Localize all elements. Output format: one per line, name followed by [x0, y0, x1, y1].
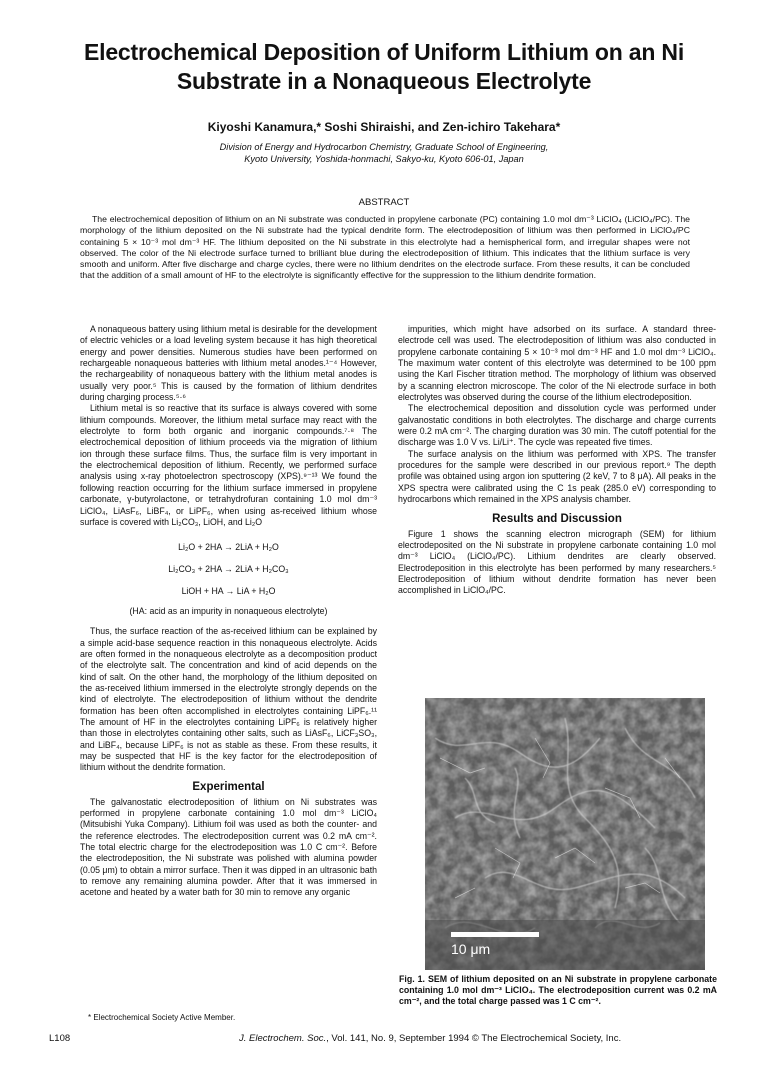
paper-title: Electrochemical Deposition of Uniform Lithium on an Ni Substrate in a Nonaqueous Electrolyte	[83, 39, 685, 94]
journal-citation	[239, 1033, 621, 1044]
affiliation-line-1: Division of Energy and Hydrocarbon Chemistry, Graduate School of Engineering,	[219, 142, 549, 152]
reaction-equations	[80, 536, 377, 620]
abstract-heading: ABSTRACT	[358, 197, 410, 208]
experimental-paragraph: The galvanostatic electrodeposition of lithium on Ni substrates was performed in propylene carbonate containing 1.0 mol dm⁻³ LiClO₄ (Mitsubishi Yuka Company). Lithium foil was used as both the counter- and the reference electrodes. The electrodeposition current was 0.2 mA cm⁻². The total electric charge for the electrodeposition was 1.0 C cm⁻². Before the electrodeposition, the Ni substrate was polished with alumina powder (0.05 μm) to obtain a mirror surface. Then it was dipped in an ultrasonic bath to remove any remaining alumina powder. After that it was immersed in acetone and heated by a water bath for 30 min to remove any organic	[80, 796, 377, 898]
experimental-paragraph-3: The electrochemical deposition and dissolution cycle was performed under galvanostatic conditions in both electrolytes. The discharge and charge currents were 0.2 mA cm⁻². The charging duration was 30 min. The cutoff potential for the discharge was 1.0 V vs. Li/Li⁺. The cycle was repeated five times.	[398, 403, 716, 448]
affiliation	[40, 141, 728, 165]
intro-paragraph-2: Lithium metal is so reactive that its surface is always covered with some lithium compounds. Moreover, the lithium metal surface may react with the electrolyte to form both organic and inorganic compounds.⁷·⁸ The electrochemical deposition of lithium proceeds via the migration of lithium ion through these surface films. Thus, the surface film is very important in the electrochemical deposition of lithium. Recently, we performed surface analysis using x-ray photoelectron spectroscopy (XPS).⁹⁻¹³ We found the following reaction occurring for the lithium surface immersed in propylene carbonate, γ-butyrolactone, or tetrahydrofuran containing 1.0 mol dm⁻³ LiClO₄, LiAsF₆, LiBF₄, or LiPF₆, when using as-received lithium whose surface is covered with Li₂CO₃, LiOH, and Li₂O	[80, 403, 377, 527]
results-paragraph: Figure 1 shows the scanning electron micrograph (SEM) for lithium electrodeposited on the Ni substrate in propylene carbonate containing 1.0 mol dm⁻³ LiClO₄ (LiClO₄/PC). Lithium dendrites are clearly observed. Electrodeposition in this electrolyte has been performed by many researchers.⁵ Electrodeposition of lithium without dendrite formation has never been accomplished in LiClO₄/PC.	[398, 528, 716, 596]
right-column	[398, 324, 716, 597]
journal-name: J. Electrochem. Soc.	[239, 1033, 327, 1044]
experimental-paragraph-4: The surface analysis on the lithium was performed with XPS. The transfer procedures for the sample were described in our previous report.⁹ The depth profile was obtained using argon ion sputtering (2 keV, 7 to 8 μA). All peaks in the XPS spectra were calibrated using the C 1s peak (285.0 eV) corresponding to hydrocarbons which remained in the XPS analysis chamber.	[398, 448, 716, 505]
experimental-heading: Experimental	[192, 780, 265, 793]
sem-texture	[425, 698, 705, 970]
author-list: Kiyoshi Kanamura,* Soshi Shiraishi, and Zen-ichiro Takehara*	[207, 120, 561, 134]
experimental-paragraph-2: impurities, which might have adsorbed on its surface. A standard three-electrode cell was used. The electrodeposition of lithium was also conducted in propylene carbonate containing 5 × 10⁻³ mol dm⁻³ HF and 1.0 mol dm⁻³ LiClO₄. The maximum water content of this electrolyte was determined to be 100 ppm using the Karl Fischer titration method. The morphology of lithium was observed by a scanning electron microscope. The color of the Ni electrode surface in both electrolytes was observed during the course of the lithium electrodeposition.	[398, 324, 716, 403]
left-column	[80, 324, 377, 899]
scale-label: 10 μm	[451, 941, 491, 957]
equation-3: LiOH + HA → LiA + H₂O	[181, 586, 276, 597]
intro-paragraph-1: A nonaqueous battery using lithium metal is desirable for the development of electric vehicles or a load leveling system because it has high theoretical energy and power densities. Numerous studies have been performed on rechargeable nonaqueous batteries with lithium metal anodes.¹⁻⁴ However, the rechargeability of nonaqueous battery with the lithium metal anodes is usually very poor.⁵ This is caused by the formation of lithium dendrites during charging process.⁵·⁶	[80, 324, 377, 403]
equation-note: (HA: acid as an impurity in nonaqueous electrolyte)	[129, 606, 328, 617]
scale-bar	[451, 932, 539, 937]
affiliation-line-2: Kyoto University, Yoshida-honmachi, Sakyo-ku, Kyoto 606-01, Japan	[244, 154, 524, 164]
equation-1: Li₂O + 2HA → 2LiA + H₂O	[178, 542, 279, 553]
results-heading: Results and Discussion	[492, 512, 622, 525]
sem-micrograph	[425, 698, 705, 970]
footnote: * Electrochemical Society Active Member.	[88, 1013, 236, 1022]
abstract-text: The electrochemical deposition of lithium on an Ni substrate was conducted in propylene carbonate (PC) containing 1.0 mol dm⁻³ LiClO₄ (LiClO₄/PC). The morphology of the lithium deposited on the Ni substrate had the typical dendrite form. The electrodeposition of lithium was then performed in LiClO₄/PC containing 5 × 10⁻³ mol dm⁻³ HF. The lithium deposited on the Ni substrate in this electrolyte had a hemispherical form, and irregular shapes were not observed. The color of the Ni electrode surface turned to brilliant blue during the electrodeposition of lithium. This indicates that the lithium surface is very smooth and uniform. After five discharge and charge cycles, there were no lithium dendrites on the electrode surface. From these results, it can be concluded that the addition of a small amount of HF to the electrolyte is significantly effective for the suppression to the lithium dendrite formation.	[80, 214, 690, 281]
intro-paragraph-3: Thus, the surface reaction of the as-received lithium can be explained by a simple acid-base sequence reaction in this nonaqueous electrolyte. Acids are often formed in the nonaqueous electrolyte as a decomposition product of the electrolyte salt. The concentration and kind of acid depends on the kind of salt. On the other hand, the morphology of the lithium deposited on the as-received lithium immersed in the electrolyte strongly depends on the kind of electrolyte. The electrodeposition of lithium without the dendrite formation has been often accomplished in electrolytes containing LiPF₆.¹¹ The amount of HF in the electrolytes containing LiPF₆ is relatively higher than those in electrolytes containing other salts, such as LiAsF₆, LiCF₃SO₃, and LiBF₄, because LiPF₆ is not as stable as these. From these results, it may be suspected that HF is the key factor for the electrodeposition of lithium without the dendrite formation.	[80, 626, 377, 773]
page-number: L108	[49, 1033, 71, 1044]
equation-2: Li₂CO₃ + 2HA → 2LiA + H₂CO₃	[168, 564, 289, 575]
citation-details: , Vol. 141, No. 9, September 1994 © The Electrochemical Society, Inc.	[326, 1033, 622, 1044]
figure-caption: Fig. 1. SEM of lithium deposited on an Ni substrate in propylene carbonate containing 1.0 mol dm⁻³ LiClO₄. The electrodeposition current was 0.2 mA cm⁻², and the total charge passed was 1 C cm⁻².	[399, 974, 717, 1007]
